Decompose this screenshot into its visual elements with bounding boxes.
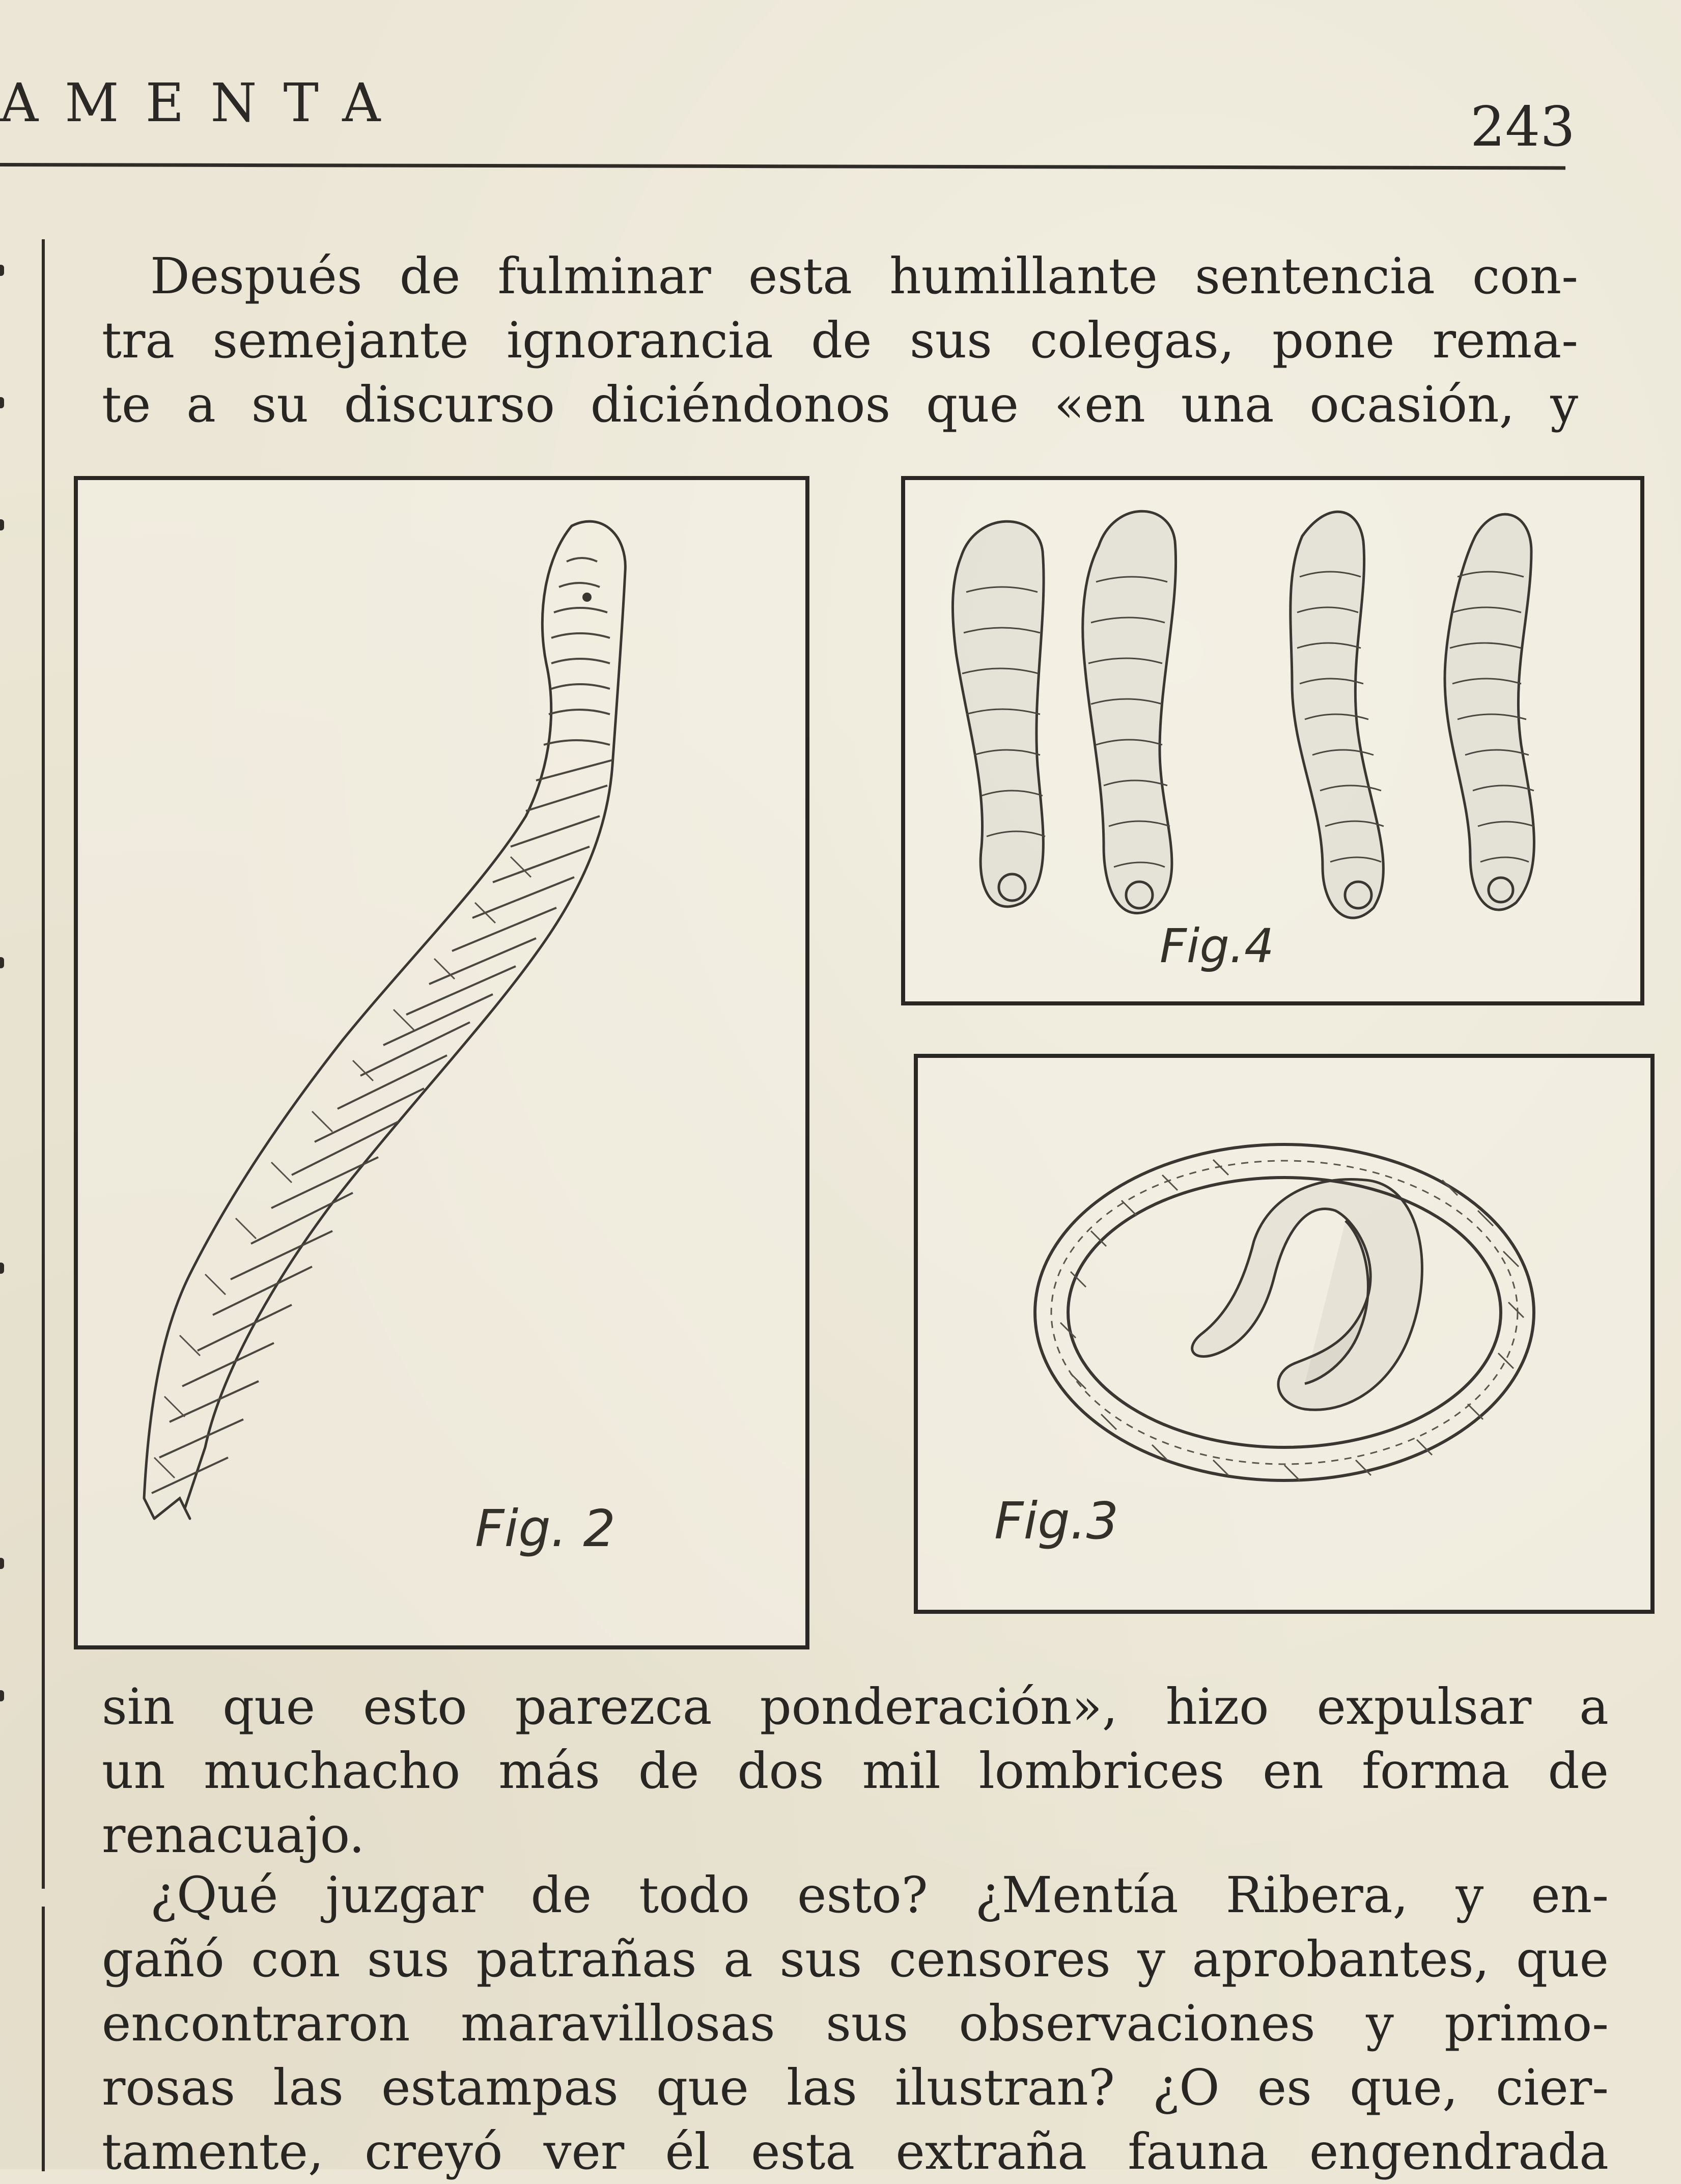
- column-rule-lower: [42, 1907, 45, 2171]
- margin-mark: [0, 1558, 4, 1569]
- figure-3: [914, 1054, 1655, 1614]
- margin-mark: [0, 397, 4, 408]
- paragraph-line: te a su discurso diciéndonos que «en una ocasión, y: [102, 376, 1578, 433]
- paragraph-3: [102, 1863, 1609, 2184]
- paragraph-line: tamente, creyó ver él esta extraña fauna engendrada: [102, 2123, 1609, 2180]
- paragraph-line: rosas las estampas que las ilustran? ¿O es que, cier-: [102, 2059, 1609, 2116]
- figure-2: [74, 476, 809, 1649]
- paragraph-line: renacuajo.: [102, 1806, 365, 1864]
- page-number: 243: [1470, 95, 1575, 159]
- figure-2-caption: Fig. 2: [475, 1499, 615, 1558]
- paragraph-line: un muchacho más de dos mil lombrices en forma de: [102, 1742, 1609, 1800]
- paragraph-line: ¿Qué juzgar de todo esto? ¿Mentía Ribera, y en-: [150, 1866, 1609, 1924]
- margin-mark: [0, 265, 4, 276]
- paragraph-line: gañó con sus patrañas a sus censores y aprobantes, que: [102, 1930, 1609, 1988]
- paragraph-line: tra semejante ignorancia de sus colegas, pone rema-: [102, 312, 1578, 369]
- figure-4: [901, 476, 1644, 1005]
- paragraph-line: sin que esto parezca ponderación», hizo expulsar a: [102, 1678, 1609, 1735]
- margin-mark: [0, 519, 4, 530]
- column-rule-upper: [42, 239, 45, 1889]
- margin-mark: [0, 957, 4, 968]
- paragraph-2: [102, 1675, 1609, 1867]
- margin-mark: [0, 1263, 4, 1274]
- figure-4-caption: Fig.4: [1160, 919, 1274, 973]
- paragraph-line: encontraron maravillosas sus observaciones y primo-: [102, 1995, 1609, 2052]
- paragraph-1: [102, 244, 1578, 437]
- margin-mark: [0, 1690, 4, 1701]
- paragraph-line: Después de fulminar esta humillante sentencia con-: [150, 247, 1578, 305]
- running-title: AMENTA: [0, 72, 407, 134]
- figure-3-caption: Fig.3: [994, 1491, 1119, 1551]
- segmented-worm-illustration: [78, 480, 805, 1645]
- header-rule: [0, 163, 1565, 170]
